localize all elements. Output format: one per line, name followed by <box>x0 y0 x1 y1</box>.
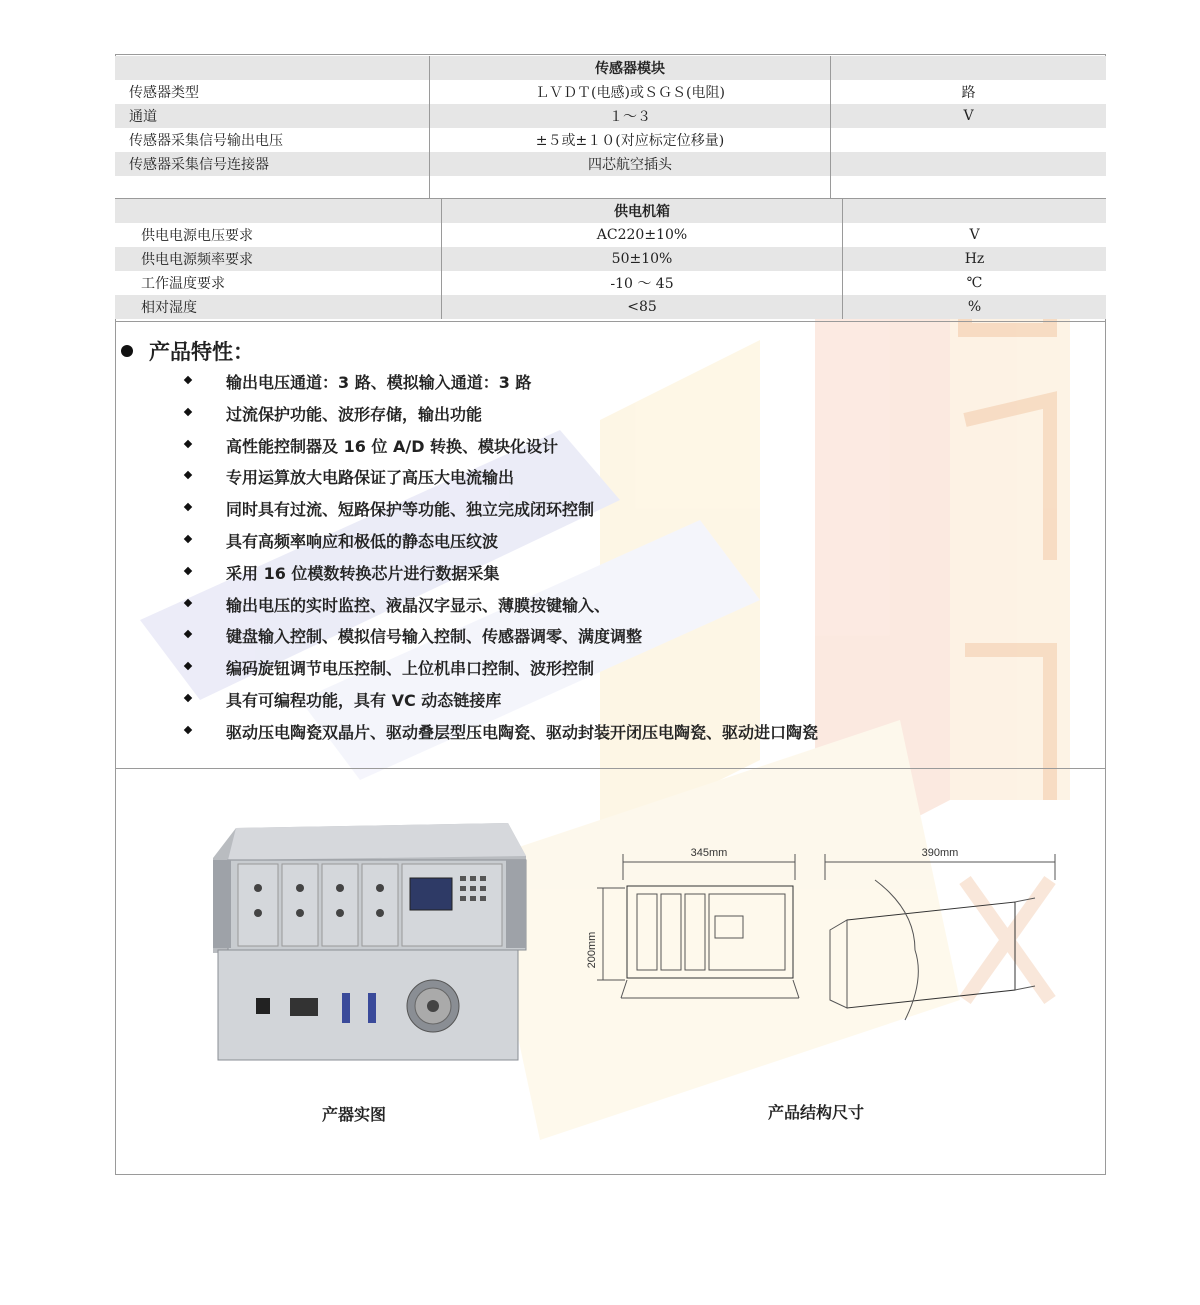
drawing-caption: 产品结构尺寸 <box>768 1103 865 1122</box>
row-label: 传感器类型 <box>115 80 430 104</box>
row-label: 传感器采集信号输出电压 <box>115 128 430 152</box>
product-photo <box>208 818 528 1068</box>
photo-caption: 产器实图 <box>322 1105 387 1124</box>
row-label: 工作温度要求 <box>115 271 442 295</box>
feature-text: 具有可编程功能，具有 VC 动态链接库 <box>226 690 502 710</box>
bullet-dot-icon <box>121 345 133 357</box>
row-unit: ℃ <box>843 271 1107 295</box>
divider <box>115 768 1106 769</box>
divider <box>115 321 1106 322</box>
power-box-title: 供电机箱 <box>442 199 843 223</box>
header-empty-cell <box>831 56 1107 80</box>
row-value: 50±10% <box>442 247 843 271</box>
row-value: １～３ <box>430 104 831 128</box>
feature-text: 过流保护功能、波形存储，输出功能 <box>226 404 483 424</box>
table-row <box>115 271 1106 295</box>
feature-text: 编码旋钮调节电压控制、上位机串口控制、波形控制 <box>226 659 595 679</box>
row-unit <box>831 128 1107 152</box>
row-label: 供电电源电压要求 <box>115 223 442 247</box>
empty-cell <box>831 176 1107 200</box>
dim-height: 200mm <box>586 931 598 969</box>
row-value: 四芯航空插头 <box>430 152 831 176</box>
row-label: 传感器采集信号连接器 <box>115 152 430 176</box>
dim-depth: 390mm <box>921 847 959 859</box>
feature-text: 具有高频率响应和极低的静态电压纹波 <box>226 531 499 551</box>
sensor-module-table <box>115 56 1106 200</box>
feature-text: 同时具有过流、短路保护等功能、独立完成闭环控制 <box>226 500 595 520</box>
structure-drawing <box>585 840 1065 1030</box>
row-unit: V <box>843 223 1107 247</box>
row-value: AC220±10% <box>442 223 843 247</box>
feature-text: 专用运算放大电路保证了高压大电流输出 <box>226 468 515 488</box>
table-row <box>115 80 1106 104</box>
feature-text: 高性能控制器及 16 位 A/D 转换、模块化设计 <box>226 436 559 456</box>
table-row <box>115 104 1106 128</box>
row-label: 通道 <box>115 104 430 128</box>
row-unit: V <box>831 104 1107 128</box>
row-unit: 路 <box>831 80 1107 104</box>
features-heading <box>115 334 1106 366</box>
row-value: <85 <box>442 295 843 319</box>
header-empty-cell <box>115 56 430 80</box>
table-row <box>115 295 1106 319</box>
feature-text: 输出电压通道：3 路、模拟输入通道：3 路 <box>226 373 532 392</box>
empty-cell <box>430 176 831 200</box>
table-row <box>115 223 1106 247</box>
row-unit: Hz <box>843 247 1107 271</box>
header-empty-cell <box>115 199 442 223</box>
dim-width: 345mm <box>690 847 728 859</box>
feature-text: 键盘输入控制、模拟信号输入控制、传感器调零、满度调整 <box>226 627 643 647</box>
feature-text: 驱动压电陶瓷双晶片、驱动叠层型压电陶瓷、驱动封装开闭压电陶瓷、驱动进口陶瓷 <box>226 722 819 742</box>
table-row-empty <box>115 176 1106 200</box>
sensor-module-title: 传感器模块 <box>430 56 831 80</box>
empty-cell <box>115 176 430 200</box>
power-box-table <box>115 199 1106 319</box>
feature-text: 输出电压的实时监控、液晶汉字显示、薄膜按键输入、 <box>226 595 611 615</box>
row-label: 供电电源频率要求 <box>115 247 442 271</box>
row-value: ＬＶＤＴ(电感)或ＳＧＳ(电阻) <box>430 80 831 104</box>
table-row <box>115 152 1106 176</box>
row-unit <box>831 152 1107 176</box>
table-row <box>115 247 1106 271</box>
table-row <box>115 128 1106 152</box>
features-title: 产品特性： <box>149 340 254 364</box>
row-value: -10 ～ 45 <box>442 271 843 295</box>
row-label: 相对湿度 <box>115 295 442 319</box>
feature-text: 采用 16 位模数转换芯片进行数据采集 <box>226 563 500 583</box>
features-section <box>115 334 1106 742</box>
row-value: ±５或±１０(对应标定位移量) <box>430 128 831 152</box>
header-empty-cell <box>843 199 1107 223</box>
row-unit: % <box>843 295 1107 319</box>
